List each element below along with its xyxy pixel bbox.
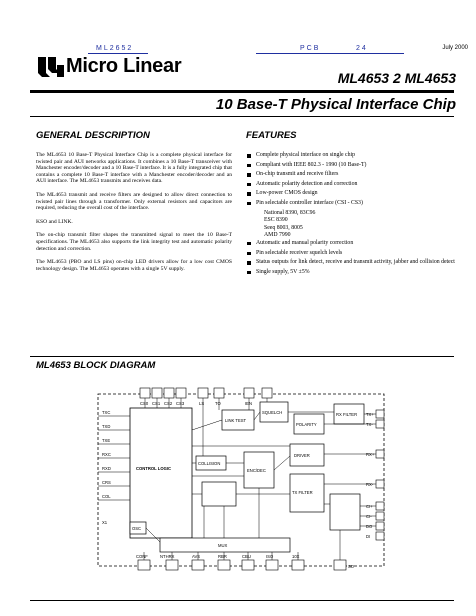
pin-label: CI-	[366, 514, 372, 519]
pin-label: CS2	[164, 401, 173, 406]
features-list	[246, 152, 456, 278]
title-rule-bottom	[30, 116, 454, 117]
pin-label: TXC	[102, 410, 111, 415]
logo-text: Micro Linear	[66, 55, 182, 77]
top-pins	[140, 388, 272, 406]
controller-item: AMD 7990	[264, 232, 291, 239]
pcb-number: 24	[356, 45, 368, 52]
general-description-body	[36, 152, 232, 279]
pin-label: TXE	[102, 438, 111, 443]
pin-label: CONF	[136, 554, 148, 559]
controller-item: ESC 8390	[264, 217, 288, 224]
features-heading: FEATURES	[246, 130, 297, 141]
footer-rule	[30, 600, 454, 601]
control-logic-block	[130, 408, 192, 538]
feature-item: Automatic and manual polarity correction	[246, 240, 456, 247]
feature-item: Low-power CMOS design	[246, 190, 456, 197]
pin-label: COL	[102, 494, 111, 499]
pin-label: CI+	[366, 504, 373, 509]
micro-linear-logo	[36, 55, 196, 81]
header-date: July 2000	[442, 45, 468, 51]
feature-item: Status outputs for link detect, receive and transmit activity, jabber and collision detect	[246, 259, 456, 266]
pin-label: TXD	[102, 424, 111, 429]
link-test-label: LINK TEST	[225, 418, 247, 423]
pin-label: CS1	[152, 401, 161, 406]
logo-mark-icon	[36, 55, 66, 79]
feature-item: Pin selectable receiver squelch levels	[246, 250, 456, 257]
feature-item: Complete physical interface on single chip	[246, 152, 456, 159]
collision-label: COLLISION	[198, 461, 221, 466]
pin-label: X1	[102, 520, 108, 525]
squelch-label: SQUELCH	[262, 410, 283, 415]
polarity-label: POLARITY	[296, 422, 317, 427]
pin-label: SO	[348, 564, 355, 569]
rx-filter-label: RX FILTER	[336, 412, 358, 417]
pin-label: DO	[366, 524, 373, 529]
feature-item: Single supply, 5V ±5%	[246, 269, 456, 276]
pin-label: AVS	[192, 554, 201, 559]
aux-block	[202, 482, 236, 506]
block-diagram-svg	[94, 386, 392, 576]
mux-label: MUX	[218, 543, 228, 548]
pin-label: CBU	[242, 554, 251, 559]
driver-label: DRIVER	[294, 453, 310, 458]
description-paragraph: The ML4653 10 Base-T Physical Interface Chip is a complete physical interface for twisted pair and AUI networks applications. It combines a 10 Base-T transceiver with Manchester encoder/decoder and a 10 Base-T interface. It is a fully integrated chip that contains a complete 10 Base-T interface with a Manchester encoder/decoder and an AUI interface. The ML4653 transmits and receives data.	[36, 152, 232, 185]
pin-label: ISO	[266, 554, 274, 559]
pin-label: RXD	[102, 466, 111, 471]
pin-label: TX-	[366, 422, 373, 427]
pin-label: RX+	[366, 452, 375, 457]
pin-label: DI	[366, 534, 371, 539]
pin-label: CRS	[102, 480, 111, 485]
right-pins	[366, 410, 384, 540]
control-logic-label: CONTROL LOGIC	[136, 466, 172, 471]
pin-label: LS	[199, 401, 205, 406]
part-number: ML4653 2 ML4653	[337, 70, 456, 86]
title-rule-top	[30, 90, 454, 93]
general-description-heading: GENERAL DESCRIPTION	[36, 130, 150, 141]
bottom-pins	[136, 554, 355, 570]
document-title: 10 Base-T Physical Interface Chip	[215, 96, 456, 113]
enc-dec-label: ENC/DEC	[247, 468, 266, 473]
header-rule-left	[88, 53, 148, 54]
feature-item: Compliant with IEEE 802.3 - 1990 (10 Base-T)	[246, 162, 456, 169]
header-rule-right	[256, 53, 404, 54]
pin-label: CS0	[140, 401, 149, 406]
output-block	[330, 494, 360, 530]
description-paragraph: The ML4653 (PBO and LS pins) on-chip LED drivers allow for a low cost CMOS technology design. The ML4653 operates with a single 5V supply.	[36, 259, 232, 272]
pin-label: 10X	[292, 554, 300, 559]
block-diagram-heading: ML4653 BLOCK DIAGRAM	[36, 360, 156, 371]
pin-label: TO	[215, 401, 221, 406]
block-diagram	[94, 386, 392, 576]
pcb-label: PCB	[300, 45, 321, 52]
pin-label: NTHRX	[160, 554, 175, 559]
doc-code: ML2652	[96, 45, 134, 52]
controller-item: National 8390, 83C96	[264, 209, 316, 216]
description-paragraph: The on-chip transmit filter shapes the transmitted signal to meet the 10 Base-T specifications. The ML4653 also supports the link integrity test and automatic polarity detection and correction.	[36, 232, 232, 252]
description-paragraph: KSO and LINK.	[36, 218, 73, 225]
pin-label: RBR	[218, 554, 227, 559]
pin-label: RX-	[366, 482, 374, 487]
pin-label: CS3	[176, 401, 185, 406]
diagram-rule	[30, 356, 454, 357]
tx-filter-label: TX FILTER	[292, 490, 313, 495]
feature-item: On-chip transmit and receive filters	[246, 171, 456, 178]
pin-label: RXC	[102, 452, 111, 457]
controller-item: Seeq 8003, 8005	[264, 224, 303, 231]
osc-label: OSC	[132, 526, 142, 531]
feature-item: Automatic polarity detection and correction	[246, 181, 456, 188]
pin-label: TX+	[366, 412, 374, 417]
feature-item: Pin selectable controller interface (CSI - CS3)	[246, 200, 456, 207]
pin-label: IEN	[245, 401, 252, 406]
description-paragraph: The ML4653 transmit and receive filters are designed to allow direct connection to twisted pair lines through a transformer. Only external resistors and capacitors are required, reducing the overall cost of the interface.	[36, 191, 232, 212]
